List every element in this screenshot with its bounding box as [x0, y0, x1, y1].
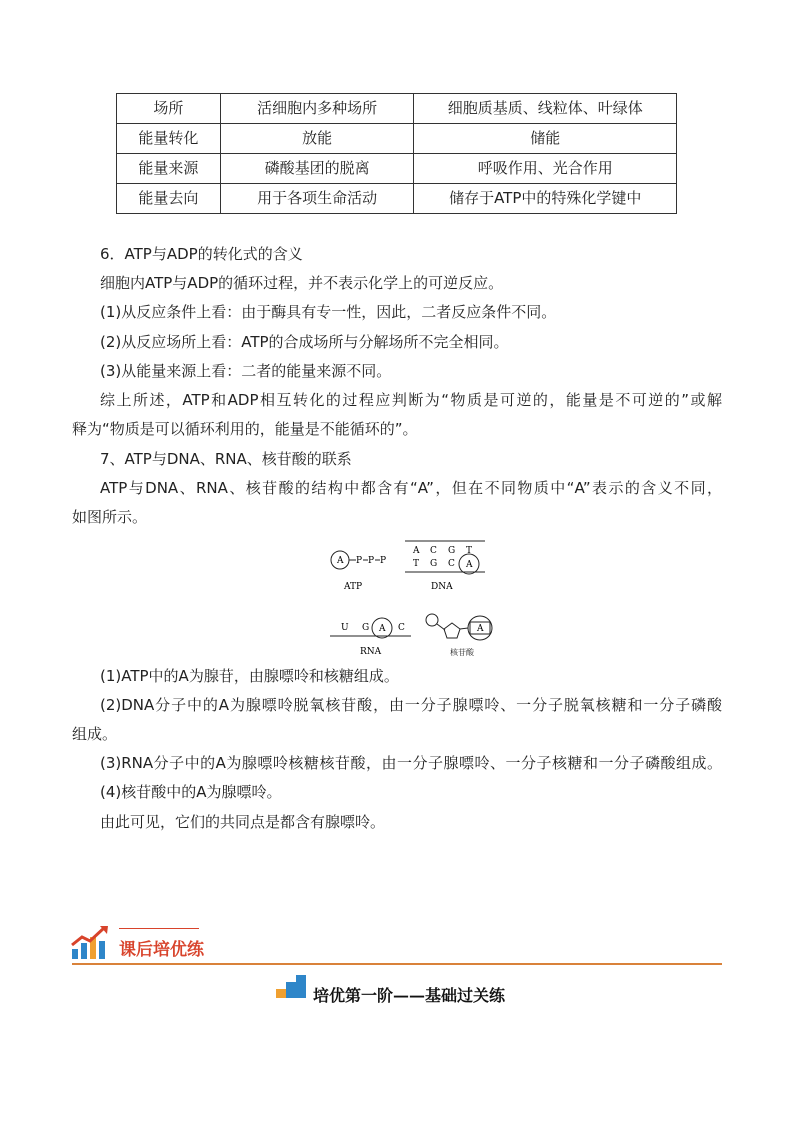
title-overline [119, 928, 199, 929]
stairs-block-icon [276, 975, 310, 999]
section-6-heading: 6．ATP与ADP的转化式的含义 [100, 245, 303, 263]
paragraph: 释为“物质是可以循环利用的，能量是不能循环的”。 [72, 420, 418, 438]
section-title: 课后培优练 [119, 940, 204, 960]
table-cell: 活细胞内多种场所 [220, 94, 414, 124]
table-cell: 储能 [414, 124, 677, 154]
paragraph: 细胞内ATP与ADP的循环过程，并不表示化学上的可逆反应。 [100, 274, 504, 292]
dna-base: A [466, 560, 473, 570]
sugar-pentagon-icon [444, 623, 460, 638]
table-row [117, 94, 677, 124]
rna-base: G [362, 623, 370, 633]
paragraph: (1)从反应条件上看：由于酶具有专一性，因此，二者反应条件不同。 [100, 303, 557, 321]
table-cell: 细胞质基质、线粒体、叶绿体 [414, 94, 677, 124]
paragraph: (3)RNA分子中的A为腺嘌呤核糖核苷酸，由一分子腺嘌呤、一分子核糖和一分子磷酸组成。 [100, 754, 722, 772]
paragraph: (2)DNA分子中的A为腺嘌呤脱氧核苷酸，由一分子腺嘌呤、一分子脱氧核糖和一分子磷酸 [100, 696, 722, 714]
paragraph: ATP与DNA、RNA、核苷酸的结构中都含有“A”，但在不同物质中“A”表示的含义不同， [100, 479, 722, 497]
growth-chart-icon [70, 925, 112, 961]
table-row [117, 124, 677, 154]
comparison-table [116, 93, 677, 214]
paragraph: (4)核苷酸中的A为腺嘌呤。 [100, 783, 282, 801]
paragraph: (1)ATP中的A为腺苷，由腺嘌呤和核糖组成。 [100, 667, 399, 685]
stage-title: 培优第一阶——基础过关练 [313, 986, 506, 1005]
table-row [117, 184, 677, 214]
paragraph: 组成。 [72, 725, 118, 743]
table-cell: 能量转化 [117, 124, 221, 154]
table-cell: 能量来源 [117, 154, 221, 184]
table-cell: 用于各项生命活动 [220, 184, 414, 214]
atp-label: ATP [344, 582, 363, 592]
atp-p3: P [380, 556, 387, 566]
table-cell: 能量去向 [117, 184, 221, 214]
table-cell: 储存于ATP中的特殊化学键中 [414, 184, 677, 214]
table-cell: 场所 [117, 94, 221, 124]
paragraph: 由此可见，它们的共同点是都含有腺嘌呤。 [100, 813, 386, 831]
paragraph: 综上所述，ATP和ADP相互转化的过程应判断为“物质是可逆的，能量是不可逆的”或解 [100, 391, 722, 409]
dna-base: G [430, 559, 438, 569]
paragraph: 如图所示。 [72, 508, 148, 526]
table-cell: 磷酸基团的脱离 [220, 154, 414, 184]
dna-base: C [448, 559, 455, 569]
dna-base: A [413, 546, 420, 556]
dna-base: C [430, 546, 437, 556]
atp-p1: P [356, 556, 363, 566]
dna-base: T [413, 559, 420, 569]
dna-label: DNA [431, 582, 453, 592]
rna-base: C [398, 623, 405, 633]
nucleotide-label: 核苷酸 [450, 648, 474, 657]
atp-p2: P [368, 556, 375, 566]
paragraph: (2)从反应场所上看：ATP的合成场所与分解场所不完全相同。 [100, 333, 509, 351]
paragraph: (3)从能量来源上看：二者的能量来源不同。 [100, 362, 392, 380]
dna-base: G [448, 546, 456, 556]
section-7-heading: 7、ATP与DNA、RNA、核苷酸的联系 [100, 450, 352, 468]
table-cell: 放能 [220, 124, 414, 154]
phosphate-icon [426, 614, 438, 626]
table-cell: 呼吸作用、光合作用 [414, 154, 677, 184]
atp-a: A [337, 556, 344, 566]
rna-label: RNA [360, 647, 382, 657]
atp-dna-rna-nucleotide-diagram [325, 536, 495, 666]
bond [460, 628, 468, 629]
rna-base: U [341, 623, 349, 633]
section-divider [72, 963, 722, 965]
nucleotide-base: A [477, 624, 484, 634]
rna-base: A [379, 624, 386, 634]
dna-base: T [466, 546, 473, 556]
table-row [117, 154, 677, 184]
